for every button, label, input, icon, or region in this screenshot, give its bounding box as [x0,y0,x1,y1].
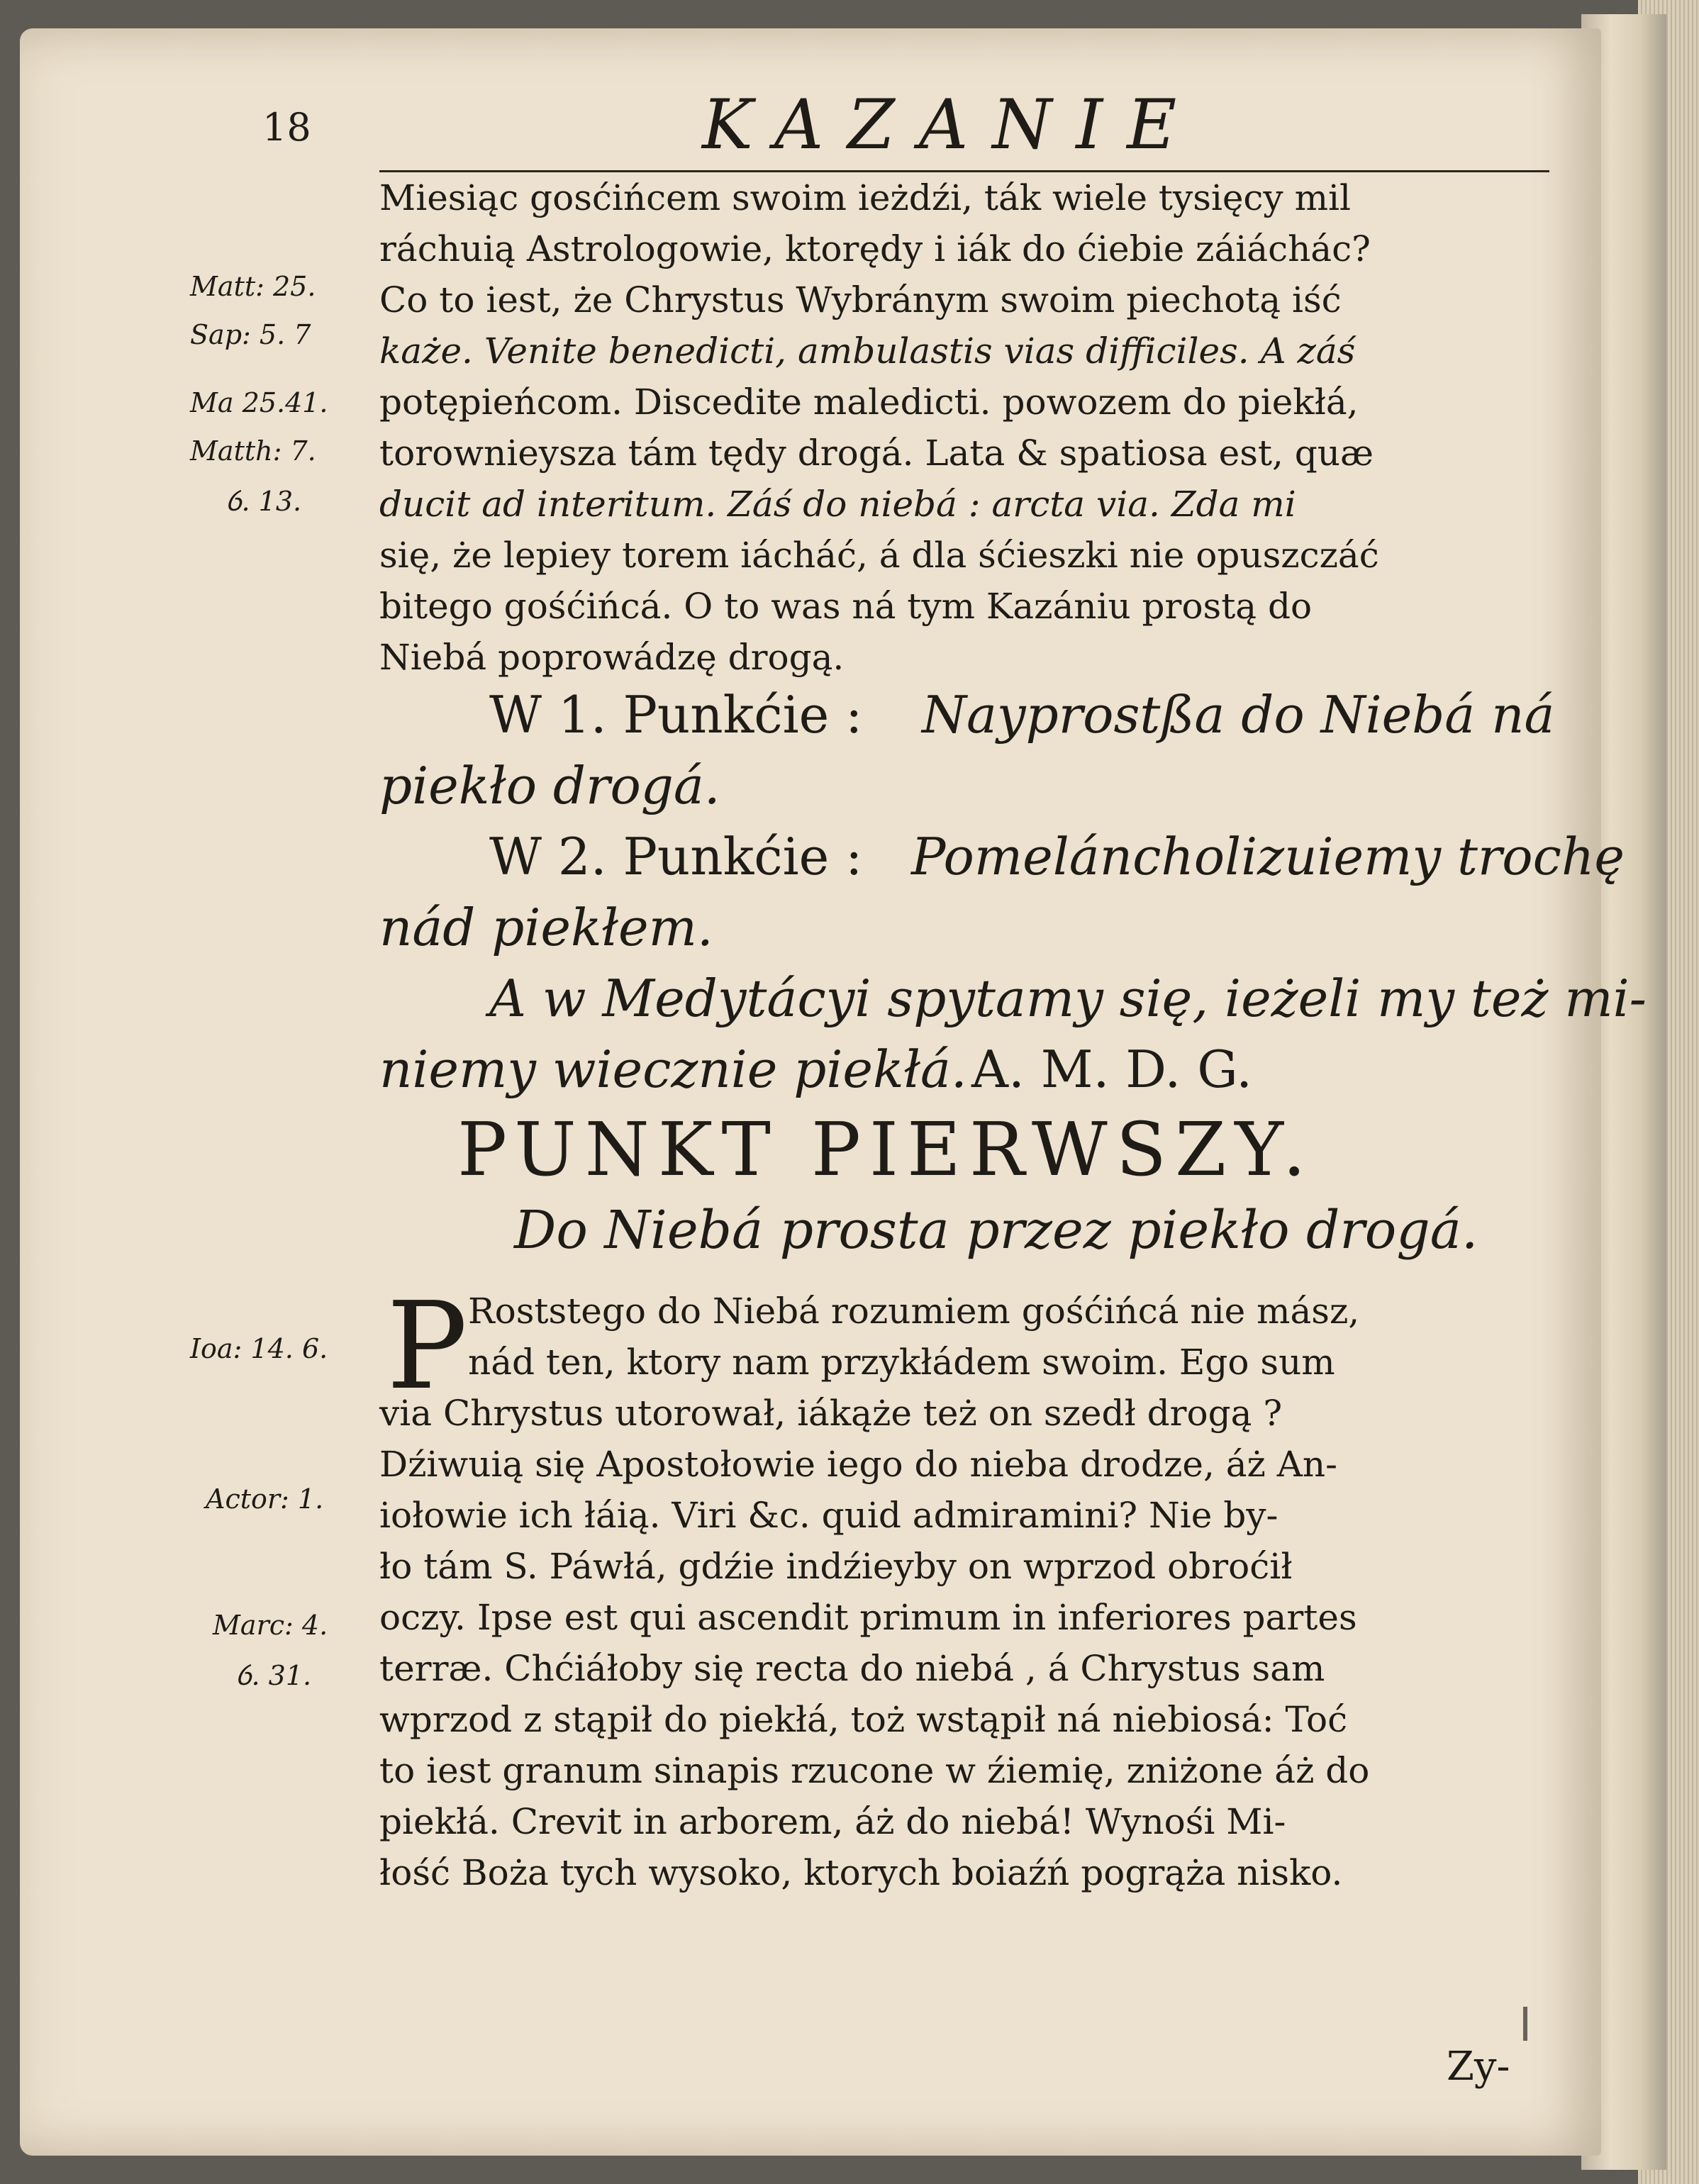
margin-note: ỽ. 13. [225,486,302,517]
body-line: wprzod z stąpił do piekłá, toż wstąpił ná niebiosá: Toć [379,1699,1348,1740]
division-point-1-title-cont: piekło drogá. [379,756,720,815]
body-line: Dźiwuią się Apostołowie iego do nieba drodze, áż An- [379,1444,1337,1485]
running-head: KAZANIE [702,85,1201,165]
body-line: ło tám S. Páwłá, gdźie indźieyby on wprzod obroćił [379,1546,1293,1587]
text-line: ráchuią Astrologowie, ktorędy i iák do ćiebie záiáchác? [379,228,1371,269]
margin-note: Ioa: 14. 6. [190,1333,328,1364]
text-line: Co to iest, że Chrystus Wybránym swoim piechotą iść [379,279,1342,321]
margin-note: ỽ. 31. [235,1660,312,1691]
body-line: iołowie ich łáią. Viri &c. quid admiramini? Nie by- [379,1495,1279,1536]
amdg-motto: A. M. D. G. [971,1040,1253,1099]
division-point-1-label: W 1. Punkćie : [489,685,863,745]
body-line: piekłá. Crevit in arborem, áż do niebá! Wynośi Mi- [379,1801,1286,1842]
body-line: terræ. Chćiáłoby się recta do niebá , á Chrystus sam [379,1648,1325,1689]
body-line: via Chrystus utorował, iákąże też on szedł drogą ? [379,1393,1283,1434]
margin-note: Ma 25.41. [190,387,328,418]
text-line: bitego gośćińcá. O to was ná tym Kazániu prostą do [379,586,1313,627]
meditation-line-cont: niemy wiecznie piekłá. [379,1040,967,1099]
body-line: to iest granum sinapis rzucone w źiemię, zniżone áż do [379,1750,1370,1791]
division-point-2-title-cont: nád piekłem. [379,898,713,957]
body-line: Roststego do Niebá rozumiem gośćińcá nie mász, [468,1291,1360,1332]
page-mark [1523,2007,1527,2041]
text-line: ducit ad interitum. Záś do niebá : arcta via. Zda mi [379,484,1296,525]
body-line: nád ten, ktory nam przykłádem swoim. Ego sum [468,1342,1335,1383]
section-heading: PUNKT PIERWSZY. [457,1106,1315,1193]
drop-capital: P [386,1276,468,1417]
body-line: oczy. Ipse est qui ascendit primum in inferiores partes [379,1597,1357,1638]
text-line: potępieńcom. Discedite maledicti. powozem do piekłá, [379,381,1359,423]
division-point-1-title: Nayprostßa do Niebá ná [922,685,1555,745]
margin-note: Actor: 1. [206,1483,324,1515]
meditation-line: A w Medytácyi spytamy się, ieżeli my też mi- [489,969,1647,1028]
margin-note: Marc: 4. [213,1610,328,1641]
section-subheading: Do Niebá prosta przez piekło drogá. [514,1200,1478,1261]
text-line: Niebá poprowádzę drogą. [379,637,845,678]
text-line: Miesiąc gosćińcem swoim ieżdźi, ták wiele tysięcy mil [379,177,1351,218]
margin-note: Matth: 7. [190,435,316,467]
body-line: łość Boża tych wysoko, ktorych boiaźń pogrąża nisko. [379,1852,1343,1893]
header-rule [379,170,1549,172]
division-point-2-label: W 2. Punkćie : [489,827,863,886]
division-point-2-title: Pomeláncholizuiemy trochę [911,827,1625,886]
margin-note: Sap: 5. 7 [190,319,311,350]
text-line: każe. Venite benedicti, ambulastis vias difficiles. A záś [379,330,1356,372]
text-line: się, że lepiey torem iácháć, á dla śćieszki nie opuszczáć [379,535,1379,576]
text-line: torownieysza tám tędy drogá. Lata & spatiosa est, quæ [379,433,1374,474]
margin-note: Matt: 25. [190,271,316,302]
catchword: Zy- [1447,2044,1510,2090]
page-number: 18 [262,105,311,150]
